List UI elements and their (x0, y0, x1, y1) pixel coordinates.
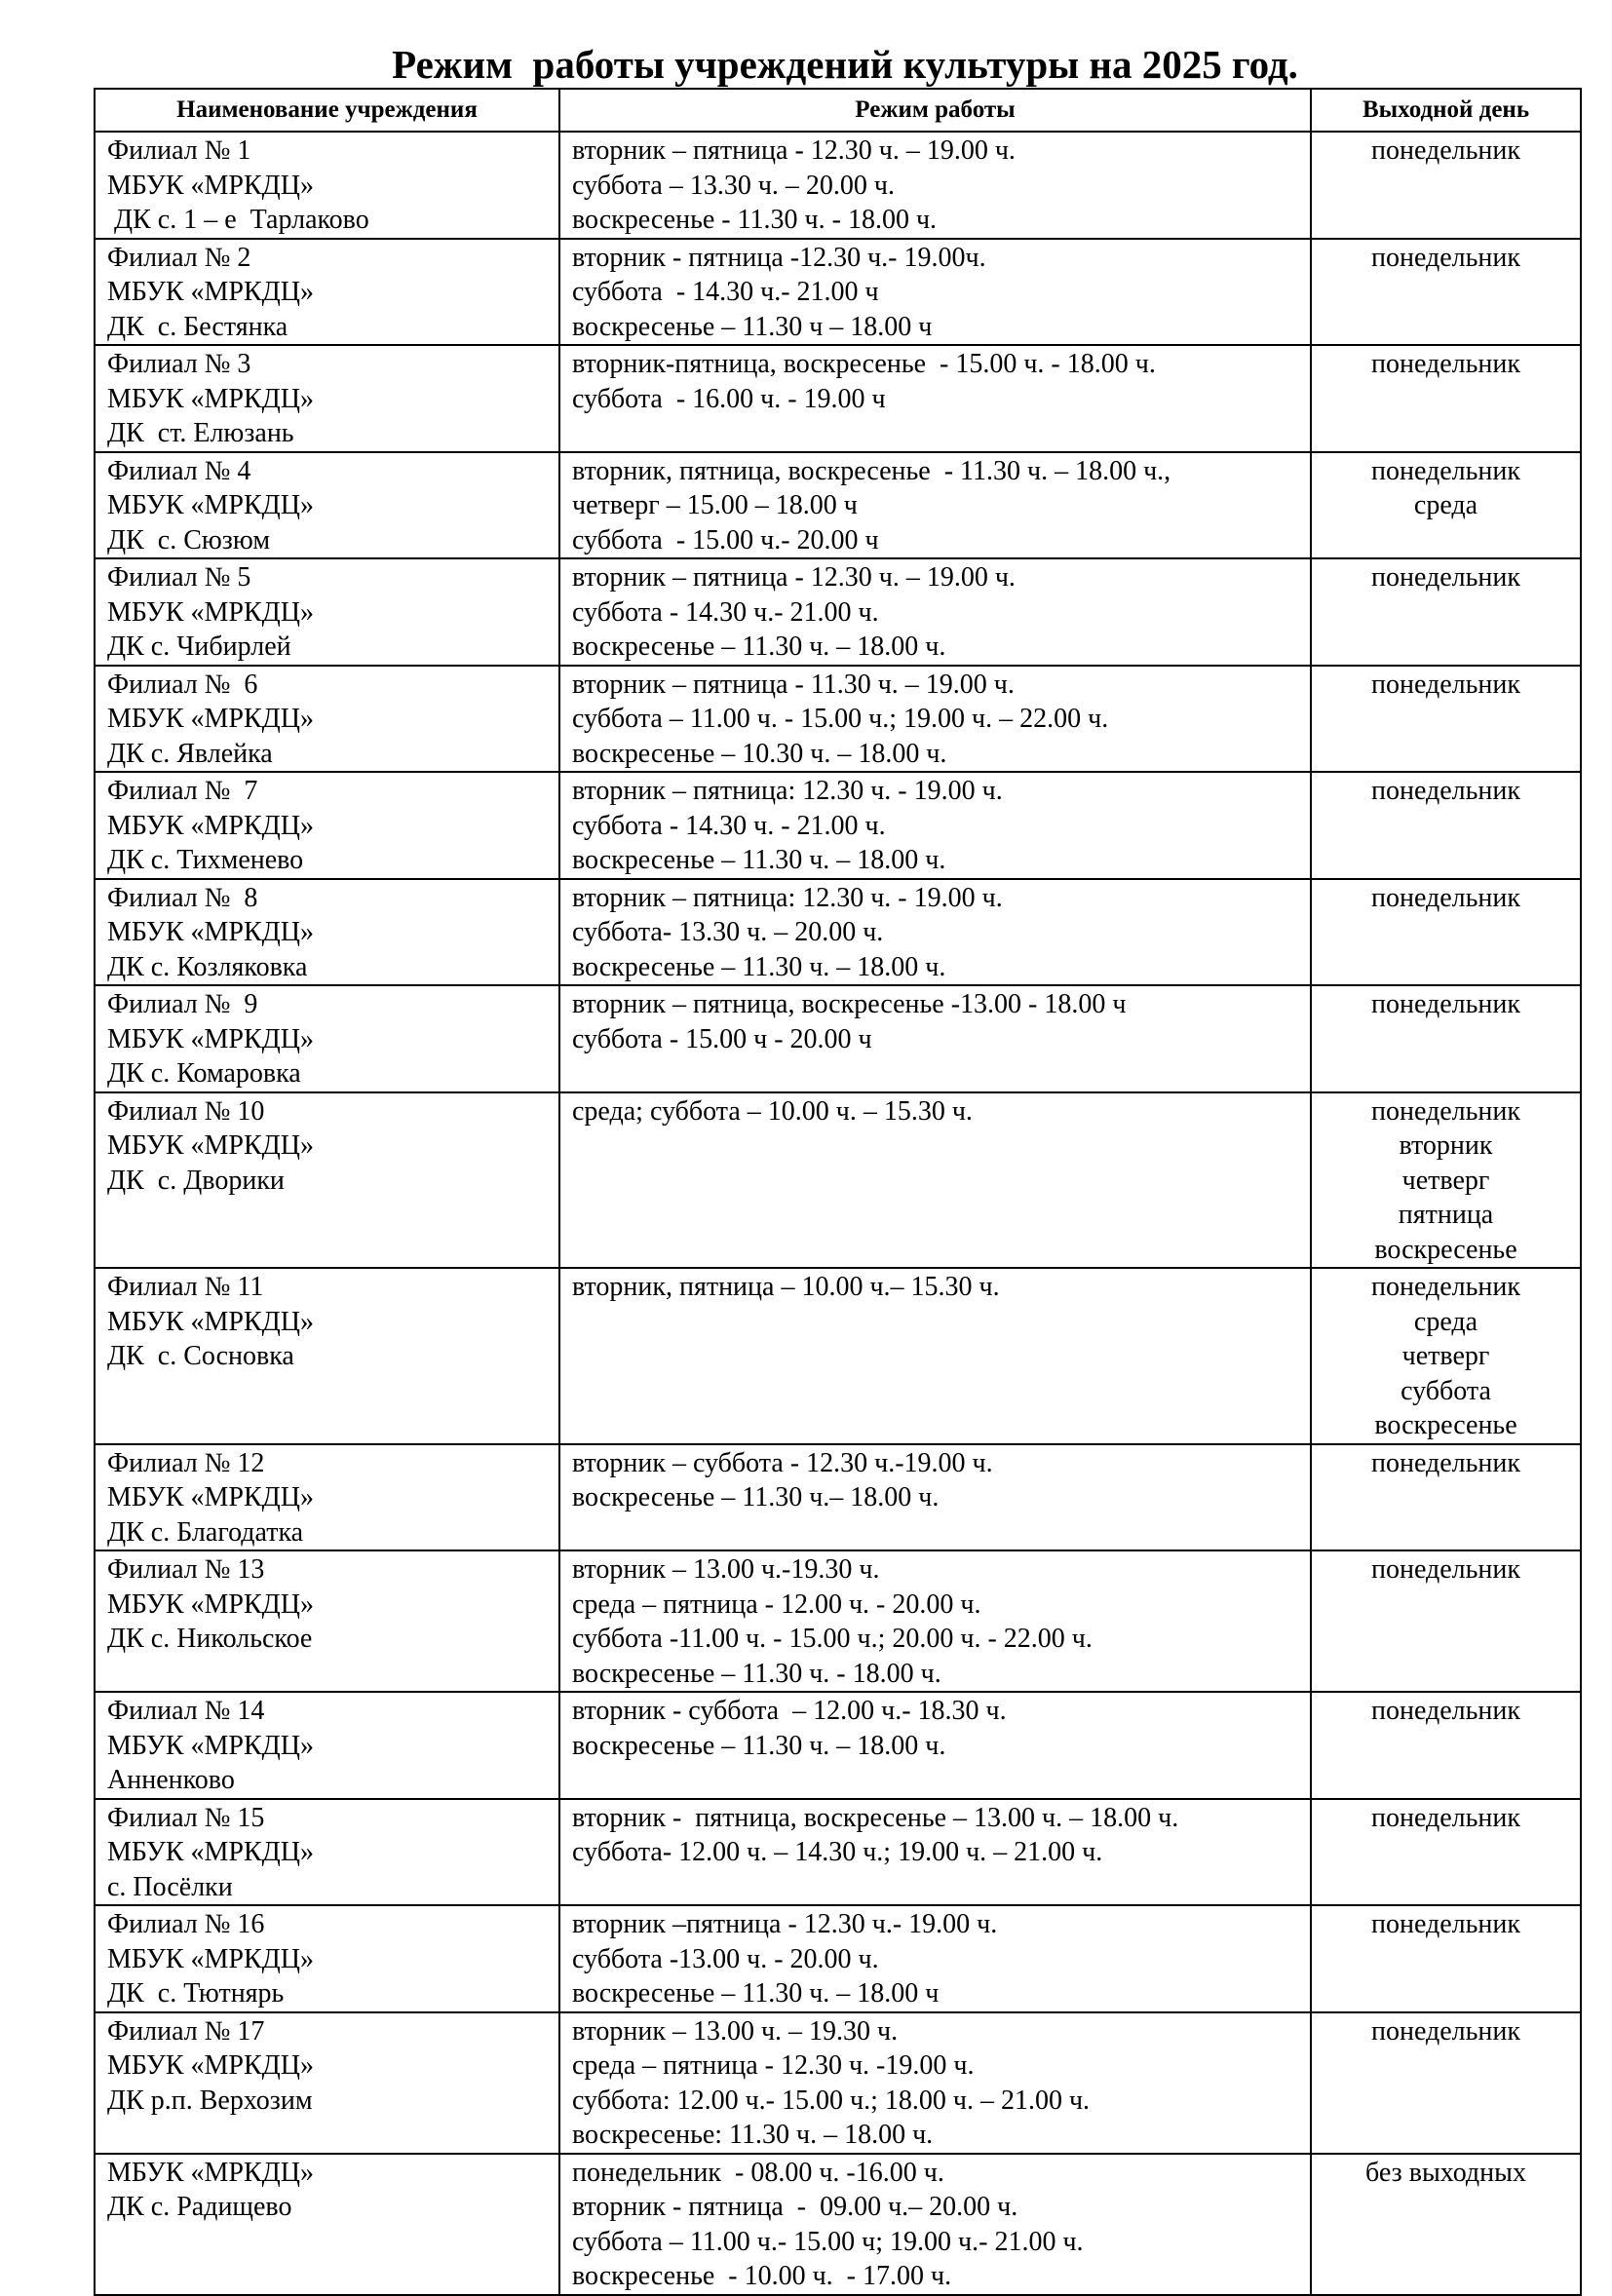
hours-cell-line: вторник - пятница - 09.00 ч.– 20.00 ч. (572, 2192, 1018, 2222)
institution-cell-line: МБУК «МРКДЦ» (107, 2157, 314, 2188)
hours-cell-line: вторник-пятница, воскресенье - 15.00 ч. - 18.00 ч. (572, 349, 1156, 379)
institution-cell-line: МБУК «МРКДЦ» (107, 704, 314, 734)
hours-cell-line: суббота – 13.30 ч. – 20.00 ч. (572, 170, 895, 201)
institution-cell-line: с. Посёлки (107, 1871, 233, 1902)
day-off-cell-line: понедельник (1370, 1802, 1520, 1833)
institution-cell-line: МБУК «МРКДЦ» (107, 1588, 314, 1620)
table-header-row (95, 89, 1581, 132)
institution-cell-line: ДК р.п. Верхозим (107, 2085, 313, 2116)
hours-cell (559, 1444, 1311, 1551)
hours-cell-line: воскресенье – 11.30 ч. – 18.00 ч. (572, 1730, 946, 1761)
hours-cell (559, 985, 1311, 1092)
institution-cell-line: ДК с. Козляковка (107, 951, 308, 982)
institution-cell-line: Филиал № 5 (107, 562, 251, 593)
hours-cell-line: вторник – пятница - 12.30 ч. – 19.00 ч. (572, 135, 1016, 166)
day-off-cell (1311, 879, 1581, 986)
institution-cell-line: МБУК «МРКДЦ» (107, 1482, 314, 1512)
day-off-cell-line: среда (1413, 490, 1478, 520)
hours-cell-line: суббота - 14.30 ч.- 21.00 ч. (572, 596, 879, 628)
day-off-cell (1311, 132, 1581, 239)
day-off-cell (1311, 1905, 1581, 2012)
day-off-cell-line: понедельник (1370, 242, 1520, 273)
hours-cell-line: вторник – пятница - 11.30 ч. – 19.00 ч. (572, 669, 1015, 700)
institution-cell (95, 345, 559, 452)
hours-cell-line: вторник - суббота – 12.00 ч.- 18.30 ч. (572, 1696, 1007, 1726)
header-institution: Наименование учреждения (95, 89, 559, 132)
day-off-cell-line: понедельник (1370, 776, 1520, 806)
hours-cell (559, 1550, 1311, 1692)
page-title: Режим работы учреждений культуры на 2025 год. (392, 42, 1298, 87)
institution-cell-line: Филиал № 11 (107, 1272, 264, 1302)
hours-cell-line: суббота - 14.30 ч. - 21.00 ч. (572, 810, 886, 841)
day-off-cell-line: понедельник (1370, 562, 1520, 593)
day-off-cell-line: понедельник (1370, 349, 1520, 379)
table-row (95, 2154, 1581, 2295)
hours-cell-line: вторник – пятница, воскресенье -13.00 - 18.00 ч (572, 989, 1127, 1019)
institution-cell-line: Филиал № 9 (107, 989, 258, 1019)
hours-cell-line: воскресенье – 10.30 ч. – 18.00 ч. (572, 738, 947, 769)
table-row (95, 1799, 1581, 1906)
day-off-cell (1311, 666, 1581, 773)
hours-cell-line: вторник – 13.00 ч.-19.30 ч. (572, 1554, 880, 1585)
hours-cell-line: четверг – 15.00 – 18.00 ч (572, 490, 858, 520)
day-off-cell-line: понедельник (1370, 455, 1520, 486)
day-off-cell (1311, 2154, 1581, 2295)
institution-cell-line: ДК с. Благодатка (107, 1516, 304, 1548)
institution-cell (95, 132, 559, 239)
hours-cell-line: среда – пятница - 12.30 ч. -19.00 ч. (572, 2050, 975, 2081)
day-off-cell-line: понедельник (1370, 1909, 1520, 1939)
hours-cell-line: воскресенье – 11.30 ч. - 18.00 ч. (572, 1658, 941, 1689)
institution-cell-line: ДК с. Тютнярь (107, 1978, 285, 2009)
table-row (95, 666, 1581, 773)
institution-cell (95, 1444, 559, 1551)
table-row (95, 879, 1581, 986)
table-row (95, 2012, 1581, 2154)
day-off-cell-line: суббота (1401, 1375, 1491, 1406)
institution-cell (95, 1692, 559, 1799)
institution-cell-line: Филиал № 12 (107, 1447, 265, 1478)
hours-cell-line: суббота: 12.00 ч.- 15.00 ч.; 18.00 ч. – 21.00 ч. (572, 2085, 1091, 2116)
institution-cell-line: ДК с. Бестянка (107, 311, 288, 342)
institution-cell-line: ДК с. Сюзюм (107, 524, 271, 555)
day-off-cell (1311, 1268, 1581, 1444)
hours-cell-line: вторник - пятница, воскресенье – 13.00 ч. – 18.00 ч. (572, 1802, 1179, 1833)
day-off-cell-line: среда (1413, 1306, 1478, 1337)
schedule-table (94, 88, 1582, 2296)
institution-cell-line: ДК с. Чибирлей (107, 631, 291, 662)
header-hours: Режим работы (559, 89, 1311, 132)
institution-cell-line: МБУК «МРКДЦ» (107, 2050, 314, 2081)
hours-cell-line: воскресенье – 11.30 ч – 18.00 ч (572, 311, 933, 342)
institution-cell (95, 1092, 559, 1269)
hours-cell-line: суббота – 11.00 ч. - 15.00 ч.; 19.00 ч. – 22.00 ч. (572, 704, 1109, 734)
institution-cell-line: ДК с. Комаровка (107, 1058, 301, 1089)
hours-cell-line: суббота -11.00 ч. - 15.00 ч.; 20.00 ч. - 22.00 ч. (572, 1624, 1093, 1654)
institution-cell-line: Филиал № 14 (107, 1696, 265, 1726)
institution-cell-line: Филиал № 4 (107, 455, 251, 486)
hours-cell-line: понедельник - 08.00 ч. -16.00 ч. (572, 2157, 944, 2188)
hours-cell-line: воскресенье – 11.30 ч. – 18.00 ч. (572, 951, 946, 982)
hours-cell (559, 1092, 1311, 1269)
institution-cell-line: Филиал № 16 (107, 1909, 265, 1939)
table-row (95, 772, 1581, 879)
day-off-cell (1311, 2012, 1581, 2154)
hours-cell (559, 558, 1311, 666)
institution-cell-line: ДК с. Тихменево (107, 845, 304, 875)
day-off-cell (1311, 1550, 1581, 1692)
institution-cell-line: МБУК «МРКДЦ» (107, 490, 314, 520)
hours-cell-line: вторник –пятница - 12.30 ч.- 19.00 ч. (572, 1909, 998, 1939)
institution-cell-line: МБУК «МРКДЦ» (107, 1306, 314, 1337)
hours-cell-line: вторник – пятница: 12.30 ч. - 19.00 ч. (572, 882, 1003, 913)
day-off-cell (1311, 452, 1581, 559)
hours-cell-line: вторник, пятница, воскресенье - 11.30 ч. – 18.00 ч., (572, 455, 1171, 486)
institution-cell-line: МБУК «МРКДЦ» (107, 810, 314, 841)
hours-cell (559, 1692, 1311, 1799)
hours-cell (559, 2012, 1311, 2154)
hours-cell-line: среда – пятница - 12.00 ч. - 20.00 ч. (572, 1588, 981, 1620)
institution-cell (95, 1550, 559, 1692)
institution-cell-line: Филиал № 10 (107, 1095, 265, 1127)
day-off-cell-line: понедельник (1370, 669, 1520, 700)
hours-cell-line: воскресенье: 11.30 ч. – 18.00 ч. (572, 2120, 934, 2150)
hours-cell-line: воскресенье – 11.30 ч. – 18.00 ч (572, 1978, 940, 2009)
table-row (95, 1692, 1581, 1799)
institution-cell-line: ДК ст. Елюзань (107, 418, 294, 448)
institution-cell-line: ДК с. 1 – е Тарлаково (107, 205, 369, 235)
hours-cell-line: вторник – суббота - 12.30 ч.-19.00 ч. (572, 1447, 993, 1478)
table-row (95, 985, 1581, 1092)
hours-cell (559, 452, 1311, 559)
table-row (95, 1550, 1581, 1692)
institution-cell-line: МБУК «МРКДЦ» (107, 383, 314, 414)
institution-cell-line: ДК с. Сосновка (107, 1341, 294, 1371)
hours-cell (559, 345, 1311, 452)
table-row (95, 1268, 1581, 1444)
day-off-cell-line: воскресенье (1374, 1410, 1517, 1440)
hours-cell-line: суббота – 11.00 ч.- 15.00 ч; 19.00 ч.- 21.00 ч. (572, 2226, 1084, 2257)
table-row (95, 1905, 1581, 2012)
day-off-cell (1311, 345, 1581, 452)
institution-cell-line: Филиал № 6 (107, 669, 258, 700)
day-off-cell-line: четверг (1401, 1341, 1490, 1371)
day-off-cell-line: понедельник (1370, 1272, 1520, 1302)
hours-cell (559, 132, 1311, 239)
institution-cell (95, 452, 559, 559)
hours-cell (559, 879, 1311, 986)
hours-cell (559, 1799, 1311, 1906)
header-day-off: Выходной день (1311, 89, 1581, 132)
institution-cell (95, 772, 559, 879)
day-off-cell (1311, 1092, 1581, 1269)
table-row (95, 1092, 1581, 1269)
institution-cell-line: Филиал № 3 (107, 349, 251, 379)
institution-cell-line: ДК с. Дворики (107, 1165, 285, 1196)
hours-cell-line: суббота -13.00 ч. - 20.00 ч. (572, 1943, 879, 1974)
hours-cell-line: воскресенье – 11.30 ч. – 18.00 ч. (572, 631, 946, 662)
hours-cell-line: вторник – 13.00 ч. – 19.30 ч. (572, 2015, 899, 2047)
day-off-cell-line: понедельник (1370, 135, 1520, 166)
institution-cell-line: Филиал № 8 (107, 882, 258, 913)
hours-cell (559, 666, 1311, 773)
hours-cell-line: вторник – пятница - 12.30 ч. – 19.00 ч. (572, 562, 1016, 593)
day-off-cell-line: без выходных (1365, 2157, 1526, 2188)
table-row (95, 239, 1581, 346)
institution-cell (95, 239, 559, 346)
hours-cell-line: воскресенье – 11.30 ч.– 18.00 ч. (572, 1482, 940, 1512)
institution-cell-line: МБУК «МРКДЦ» (107, 596, 314, 628)
day-off-cell-line: пятница (1398, 1200, 1494, 1230)
day-off-cell-line: понедельник (1370, 989, 1520, 1019)
institution-cell-line: МБУК «МРКДЦ» (107, 1837, 314, 1867)
day-off-cell (1311, 239, 1581, 346)
table-row (95, 1444, 1581, 1551)
institution-cell (95, 558, 559, 666)
day-off-cell-line: понедельник (1370, 1554, 1520, 1585)
hours-cell (559, 1268, 1311, 1444)
day-off-cell (1311, 772, 1581, 879)
institution-cell (95, 2012, 559, 2154)
hours-cell-line: суббота - 15.00 ч - 20.00 ч (572, 1023, 872, 1054)
hours-cell-line: суббота - 14.30 ч.- 21.00 ч (572, 277, 879, 307)
hours-cell-line: вторник - пятница -12.30 ч.- 19.00ч. (572, 242, 986, 273)
hours-cell-line: суббота - 16.00 ч. - 19.00 ч (572, 383, 886, 414)
institution-cell-line: ДК с. Радищево (107, 2192, 292, 2222)
day-off-cell-line: вторник (1399, 1130, 1493, 1161)
table-row (95, 558, 1581, 666)
institution-cell (95, 2154, 559, 2295)
institution-cell (95, 1905, 559, 2012)
day-off-cell-line: воскресенье (1374, 1234, 1517, 1265)
institution-cell (95, 985, 559, 1092)
day-off-cell (1311, 1799, 1581, 1906)
hours-cell-line: вторник, пятница – 10.00 ч.– 15.30 ч. (572, 1272, 1000, 1302)
institution-cell-line: МБУК «МРКДЦ» (107, 1023, 314, 1054)
institution-cell-line: ДК с. Никольское (107, 1624, 313, 1654)
hours-cell (559, 2154, 1311, 2295)
hours-cell-line: среда; суббота – 10.00 ч. – 15.30 ч. (572, 1095, 973, 1127)
hours-cell-line: воскресенье - 10.00 ч. - 17.00 ч. (572, 2261, 952, 2291)
institution-cell (95, 879, 559, 986)
day-off-cell-line: понедельник (1370, 2015, 1520, 2047)
day-off-cell (1311, 558, 1581, 666)
day-off-cell-line: понедельник (1370, 1447, 1520, 1478)
institution-cell-line: МБУК «МРКДЦ» (107, 170, 314, 201)
hours-cell (559, 1905, 1311, 2012)
institution-cell (95, 1268, 559, 1444)
institution-cell-line: Анненково (107, 1765, 235, 1795)
day-off-cell-line: понедельник (1370, 882, 1520, 913)
institution-cell-line: МБУК «МРКДЦ» (107, 277, 314, 307)
table-row (95, 345, 1581, 452)
institution-cell (95, 1799, 559, 1906)
hours-cell (559, 239, 1311, 346)
institution-cell-line: Филиал № 2 (107, 242, 251, 273)
day-off-cell (1311, 985, 1581, 1092)
hours-cell-line: воскресенье – 11.30 ч. – 18.00 ч. (572, 845, 946, 875)
day-off-cell (1311, 1692, 1581, 1799)
institution-cell-line: ДК с. Явлейка (107, 738, 273, 769)
institution-cell-line: МБУК «МРКДЦ» (107, 1130, 314, 1161)
institution-cell-line: МБУК «МРКДЦ» (107, 1943, 314, 1974)
hours-cell-line: суббота- 12.00 ч. – 14.30 ч.; 19.00 ч. – 21.00 ч. (572, 1837, 1103, 1867)
day-off-cell-line: понедельник (1370, 1095, 1520, 1127)
hours-cell-line: суббота - 15.00 ч.- 20.00 ч (572, 524, 879, 555)
hours-cell-line: суббота- 13.30 ч. – 20.00 ч. (572, 917, 884, 947)
institution-cell-line: МБУК «МРКДЦ» (107, 1730, 314, 1761)
day-off-cell (1311, 1444, 1581, 1551)
table-row (95, 452, 1581, 559)
schedule-body (95, 132, 1581, 2295)
hours-cell-line: воскресенье - 11.30 ч. - 18.00 ч. (572, 205, 938, 235)
hours-cell-line: вторник – пятница: 12.30 ч. - 19.00 ч. (572, 776, 1003, 806)
institution-cell-line: Филиал № 13 (107, 1554, 265, 1585)
institution-cell-line: МБУК «МРКДЦ» (107, 917, 314, 947)
day-off-cell-line: понедельник (1370, 1696, 1520, 1726)
hours-cell (559, 772, 1311, 879)
institution-cell-line: Филиал № 15 (107, 1802, 265, 1833)
table-row (95, 132, 1581, 239)
institution-cell (95, 666, 559, 773)
institution-cell-line: Филиал № 1 (107, 135, 251, 166)
day-off-cell-line: четверг (1401, 1165, 1490, 1196)
institution-cell-line: Филиал № 7 (107, 776, 258, 806)
institution-cell-line: Филиал № 17 (107, 2015, 265, 2047)
